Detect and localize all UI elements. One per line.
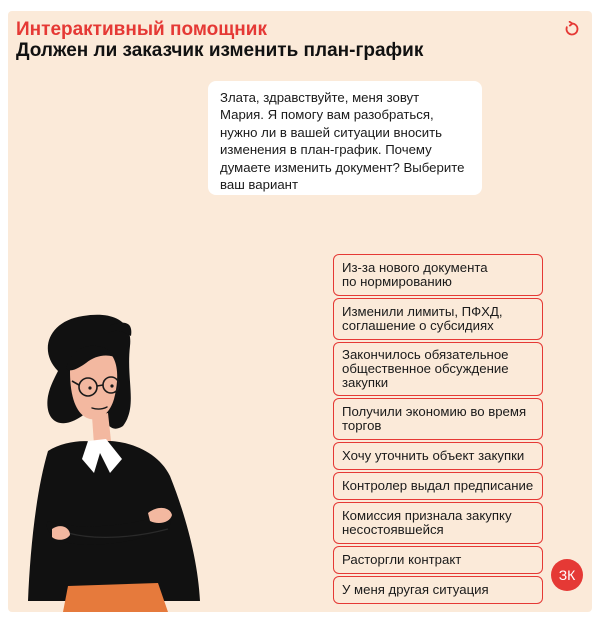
assistant-title: Интерактивный помощник bbox=[16, 19, 267, 40]
option-contract-terminated[interactable]: Расторгли контракт bbox=[333, 546, 543, 574]
page-title: Должен ли заказчик изменить план-график bbox=[16, 40, 424, 61]
option-controller-order[interactable]: Контролер выдал предписание bbox=[333, 472, 543, 500]
option-clarify-object[interactable]: Хочу уточнить объект закупки bbox=[333, 442, 543, 470]
restart-icon bbox=[564, 21, 580, 37]
restart-button[interactable] bbox=[562, 19, 582, 39]
option-saved-on-trading[interactable]: Получили экономию во время торгов bbox=[333, 398, 543, 440]
option-limits-changed[interactable]: Изменили лимиты, ПФХД, соглашение о субсидиях bbox=[333, 298, 543, 340]
assistant-message: Злата, здравствуйте, меня зовут Мария. Я помогу вам разобраться, нужно ли в вашей ситуации вносить изменения в план-график. Почему думаете изменить документ? Выберите ваш вариант bbox=[208, 81, 482, 195]
assistant-illustration bbox=[8, 301, 208, 612]
user-avatar: ЗК bbox=[551, 559, 583, 591]
assistant-panel bbox=[8, 11, 592, 612]
option-public-discussion-ended[interactable]: Закончилось обязательное общественное обсуждение закупки bbox=[333, 342, 543, 396]
option-new-norm-doc[interactable]: Из-за нового документа по нормированию bbox=[333, 254, 543, 296]
answer-options bbox=[333, 254, 543, 606]
option-other-situation[interactable]: У меня другая ситуация bbox=[333, 576, 543, 604]
option-procurement-failed[interactable]: Комиссия признала закупку несостоявшейся bbox=[333, 502, 543, 544]
